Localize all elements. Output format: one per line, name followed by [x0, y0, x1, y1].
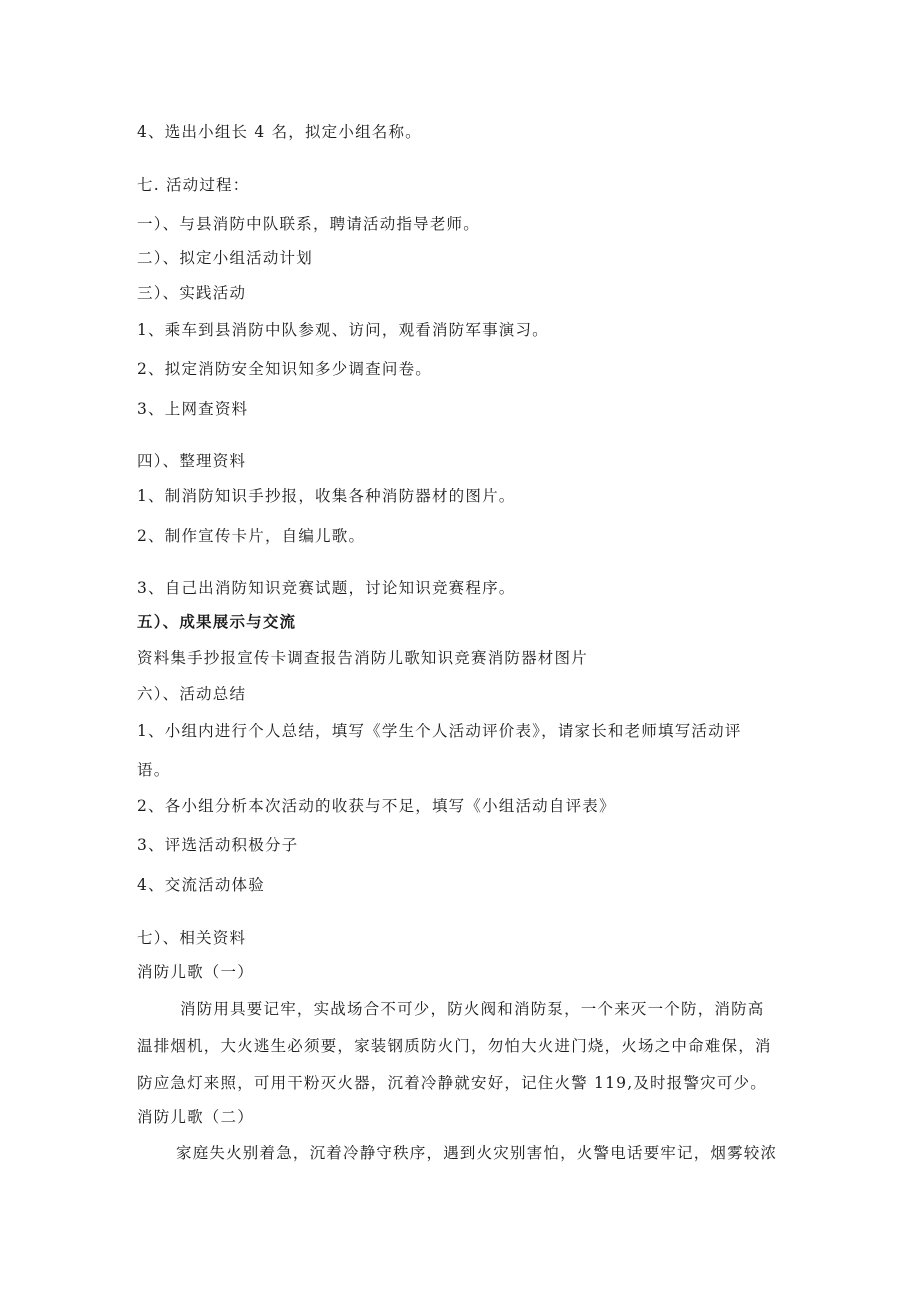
- step-3-practice: 三）、实践活动: [137, 284, 247, 302]
- song-1-line-1: 消防用具要记牢，实战场合不可少，防火阀和消防泵，一个来灭一个防，消防高: [180, 1000, 765, 1018]
- practice-item-1: 1、乘车到县消防中队参观、访问，观看消防军事演习。: [137, 321, 549, 339]
- summary-item-1-continued: 语。: [137, 761, 171, 779]
- summary-item-1: 1、小组内进行个人总结，填写《学生个人活动评价表》，请家长和老师填写活动评: [137, 722, 742, 740]
- song-2-line-1: 家庭失火别着急，沉着冷静守秩序，遇到火灾别害怕，火警电话要牢记，烟雾较浓: [176, 1144, 778, 1162]
- prep-step-4: 4、选出小组长 4 名，拟定小组名称。: [137, 123, 422, 141]
- step-1-contact: 一）、与县消防中队联系，聘请活动指导老师。: [137, 215, 480, 233]
- step-5-results: 五）、成果展示与交流: [137, 612, 297, 631]
- practice-item-3: 3、上网查资料: [137, 400, 249, 418]
- song-1-line-3: 防应急灯来照，可用干粉灭火器，沉着冷静就安好，记住火警 119,及时报警灾可少。: [137, 1074, 767, 1092]
- organize-item-1: 1、制消防知识手抄报，收集各种消防器材的图片。: [137, 487, 516, 505]
- summary-item-4: 4、交流活动体验: [137, 876, 265, 894]
- organize-item-3: 3、自己出消防知识竞赛试题，讨论知识竞赛程序。: [137, 579, 516, 597]
- organize-item-2: 2、制作宣传卡片，自编儿歌。: [137, 527, 366, 545]
- step-4-organize: 四）、整理资料: [137, 452, 247, 470]
- song-2-title: 消防儿歌（二）: [137, 1108, 254, 1126]
- song-1-title: 消防儿歌（一）: [137, 963, 254, 981]
- step-6-summary: 六）、活动总结: [137, 685, 247, 703]
- practice-item-2: 2、拟定消防安全知识知多少调查问卷。: [137, 360, 432, 378]
- song-1-line-2: 温排烟机，大火逃生必须要，家装钢质防火门，勿怕大火进门烧，火场之中命难保，消: [137, 1037, 772, 1055]
- step-7-materials: 七）、相关资料: [137, 929, 247, 947]
- summary-item-3: 3、评选活动积极分子: [137, 836, 299, 854]
- results-items: 资料集手抄报宣传卡调查报告消防儿歌知识竞赛消防器材图片: [137, 649, 588, 667]
- step-2-plan: 二）、拟定小组活动计划: [137, 249, 313, 267]
- summary-item-2: 2、各小组分析本次活动的收获与不足，填写《小组活动自评表》: [137, 797, 616, 815]
- section-heading-activity-process: 七. 活动过程：: [137, 176, 250, 194]
